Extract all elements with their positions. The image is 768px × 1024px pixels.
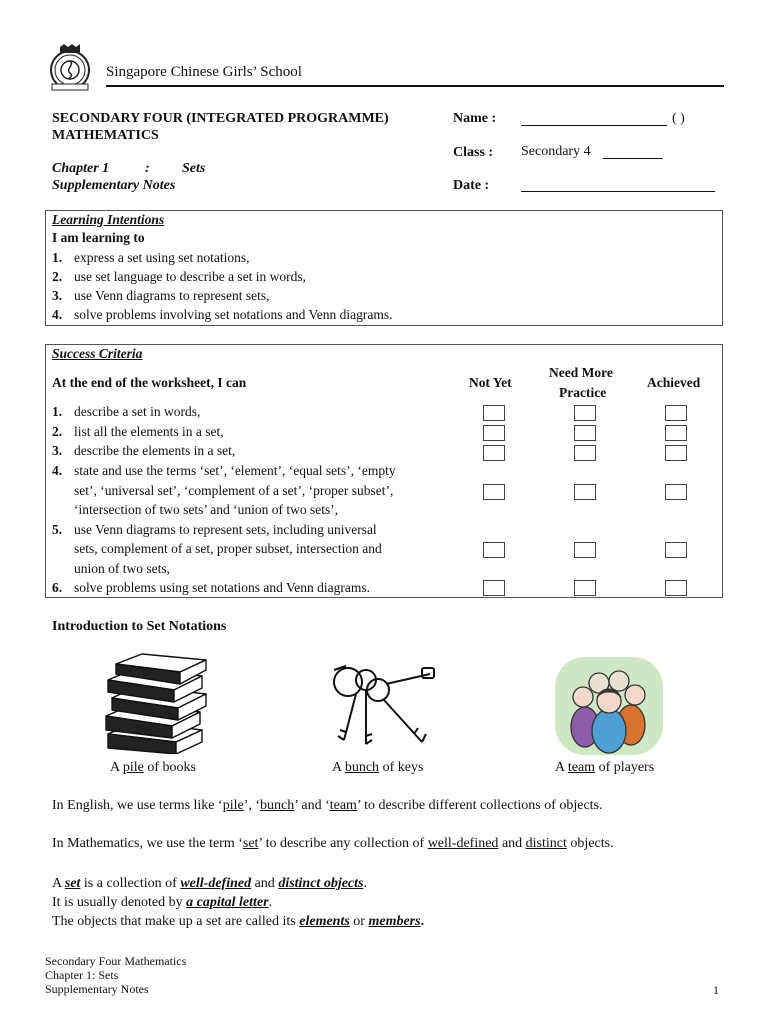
column-header-need-more: Need More: [549, 365, 613, 380]
header-rule: [106, 85, 724, 87]
checkbox-achieved[interactable]: [665, 425, 687, 441]
text-run: .: [268, 895, 273, 910]
keyword: well-defined: [427, 836, 499, 851]
success-criterion-item: [52, 402, 200, 422]
text-run: ’ to describe any collection of: [258, 836, 428, 851]
caption-keys: [332, 760, 423, 776]
text-run: ’ to describe different collections of objects.: [356, 798, 603, 813]
caption-text: of keys: [379, 760, 424, 775]
date-input-line[interactable]: [521, 191, 715, 192]
item-number: 2.: [52, 424, 63, 439]
title-line-1: SECONDARY FOUR (INTEGRATED PROGRAMME): [52, 111, 389, 126]
caption-text: of players: [595, 760, 655, 775]
definition-set: [52, 876, 367, 892]
school-name: Singapore Chinese Girls’ School: [106, 64, 302, 80]
checkbox-need-more-practice[interactable]: [574, 542, 596, 558]
footer-chapter: Chapter 1: Sets: [45, 968, 119, 982]
item-text: use Venn diagrams to represent sets,: [74, 288, 270, 303]
column-header-not-yet: Not Yet: [469, 375, 512, 390]
chapter-topic: Sets: [182, 161, 206, 176]
keyword: well-defined: [180, 876, 252, 891]
keyword: team: [329, 798, 357, 813]
item-number: 2.: [52, 269, 63, 284]
definition-elements: [52, 914, 424, 930]
keyword: elements: [299, 914, 350, 929]
page-number: 1: [713, 983, 719, 997]
caption-text: A: [110, 760, 123, 775]
item-number: 3.: [52, 288, 63, 303]
team-players-illustration: [555, 657, 663, 755]
item-number: 1.: [52, 250, 63, 265]
books-pile-illustration: [98, 652, 214, 754]
footer-doc-type: Supplementary Notes: [45, 982, 149, 996]
title-line-2: MATHEMATICS: [52, 128, 159, 143]
text-run: ’, ‘: [243, 798, 261, 813]
success-criterion-item: [52, 422, 224, 442]
checkbox-not-yet[interactable]: [483, 484, 505, 500]
checkbox-achieved[interactable]: [665, 542, 687, 558]
learning-intention-item: [52, 267, 306, 286]
keyword: a capital letter: [186, 895, 269, 910]
checkbox-need-more-practice[interactable]: [574, 484, 596, 500]
keyword: pile: [222, 798, 244, 813]
checkbox-achieved[interactable]: [665, 445, 687, 461]
caption-players: [555, 760, 654, 776]
success-criterion-item: [52, 520, 377, 540]
learning-intentions-lead: I am learning to: [52, 230, 145, 245]
item-text: solve problems using set notations and Venn diagrams.: [74, 580, 370, 595]
text-run: .: [420, 914, 425, 929]
checkbox-not-yet[interactable]: [483, 445, 505, 461]
name-input-line[interactable]: [521, 125, 667, 126]
item-text: describe a set in words,: [74, 404, 201, 419]
text-run: The objects that make up a set are called its: [52, 914, 300, 929]
checkbox-not-yet[interactable]: [483, 405, 505, 421]
paragraph-math-term: [52, 836, 614, 852]
keyword: members: [368, 914, 421, 929]
class-label: Class :: [453, 145, 494, 160]
chapter-colon: :: [145, 161, 150, 176]
checkbox-not-yet[interactable]: [483, 425, 505, 441]
text-run: It is usually denoted by: [52, 895, 187, 910]
keyword: set: [242, 836, 259, 851]
intro-heading: Introduction to Set Notations: [52, 619, 227, 634]
text-run: and: [498, 836, 526, 851]
item-text: describe the elements in a set,: [74, 443, 236, 458]
item-text: list all the elements in a set,: [74, 424, 224, 439]
text-run: A: [52, 876, 65, 891]
item-number: 6.: [52, 580, 63, 595]
item-text-line-3: union of two sets,: [74, 561, 170, 576]
definition-notation: [52, 895, 272, 911]
checkbox-achieved[interactable]: [665, 484, 687, 500]
success-criteria-heading: Success Criteria: [52, 346, 143, 361]
caption-text: A: [555, 760, 568, 775]
keys-bunch-illustration: [326, 660, 438, 746]
item-text-line-1: use Venn diagrams to represent sets, including universal: [74, 522, 377, 537]
subtitle: Supplementary Notes: [52, 178, 176, 193]
learning-intention-item: [52, 286, 269, 305]
item-text-line-3: ‘intersection of two sets’ and ‘union of two sets’,: [74, 502, 339, 517]
caption-keyword: team: [567, 760, 596, 775]
school-crest-logo: [46, 44, 94, 92]
item-number: 5.: [52, 522, 63, 537]
date-label: Date :: [453, 178, 490, 193]
checkbox-not-yet[interactable]: [483, 580, 505, 596]
register-number-paren: ( ): [672, 111, 685, 126]
success-criterion-item: [52, 441, 235, 461]
item-text: use set language to describe a set in words,: [74, 269, 307, 284]
footer-course: Secondary Four Mathematics: [45, 954, 187, 968]
caption-text: A: [332, 760, 345, 775]
success-criteria-lead: At the end of the worksheet, I can: [52, 375, 247, 390]
text-run: is a collection of: [80, 876, 181, 891]
text-run: or: [349, 914, 369, 929]
caption-books: [110, 760, 196, 776]
item-number: 1.: [52, 404, 63, 419]
checkbox-need-more-practice[interactable]: [574, 580, 596, 596]
chapter-label: Chapter 1: [52, 161, 110, 176]
text-run: objects.: [566, 836, 614, 851]
item-text-line-1: state and use the terms ‘set’, ‘element’, ‘equal sets’, ‘empty: [74, 463, 396, 478]
caption-text: of books: [143, 760, 196, 775]
text-run: .: [363, 876, 367, 891]
item-number: 4.: [52, 463, 63, 478]
keyword: set: [64, 876, 81, 891]
item-text: solve problems involving set notations and Venn diagrams.: [74, 307, 393, 322]
item-number: 3.: [52, 443, 63, 458]
column-header-achieved: Achieved: [647, 375, 701, 390]
name-label: Name :: [453, 111, 497, 126]
checkbox-need-more-practice[interactable]: [574, 425, 596, 441]
checkbox-need-more-practice[interactable]: [574, 405, 596, 421]
class-input-line[interactable]: [603, 158, 663, 159]
item-text-line-2: set’, ‘universal set’, ‘complement of a set’, ‘proper subset’,: [74, 483, 394, 498]
success-criterion-item: [52, 578, 370, 598]
item-text-line-2: sets, complement of a set, proper subset, intersection and: [74, 541, 382, 556]
checkbox-achieved[interactable]: [665, 580, 687, 596]
learning-intention-item: [52, 248, 249, 267]
paragraph-english-terms: [52, 798, 603, 814]
text-run: In English, we use terms like ‘: [52, 798, 223, 813]
success-criterion-item: [52, 461, 396, 481]
text-run: ’ and ‘: [294, 798, 330, 813]
caption-keyword: bunch: [344, 760, 380, 775]
checkbox-achieved[interactable]: [665, 405, 687, 421]
learning-intention-item: [52, 305, 392, 324]
checkbox-need-more-practice[interactable]: [574, 445, 596, 461]
caption-keyword: pile: [122, 760, 144, 775]
column-header-practice: Practice: [559, 385, 607, 400]
item-number: 4.: [52, 307, 63, 322]
keyword: distinct objects: [278, 876, 364, 891]
keyword: bunch: [260, 798, 295, 813]
item-text: express a set using set notations,: [74, 250, 250, 265]
learning-intentions-heading: Learning Intentions: [52, 212, 165, 227]
checkbox-not-yet[interactable]: [483, 542, 505, 558]
class-value: Secondary 4: [521, 144, 591, 159]
keyword: distinct: [525, 836, 567, 851]
text-run: In Mathematics, we use the term ‘: [52, 836, 243, 851]
text-run: and: [251, 876, 279, 891]
